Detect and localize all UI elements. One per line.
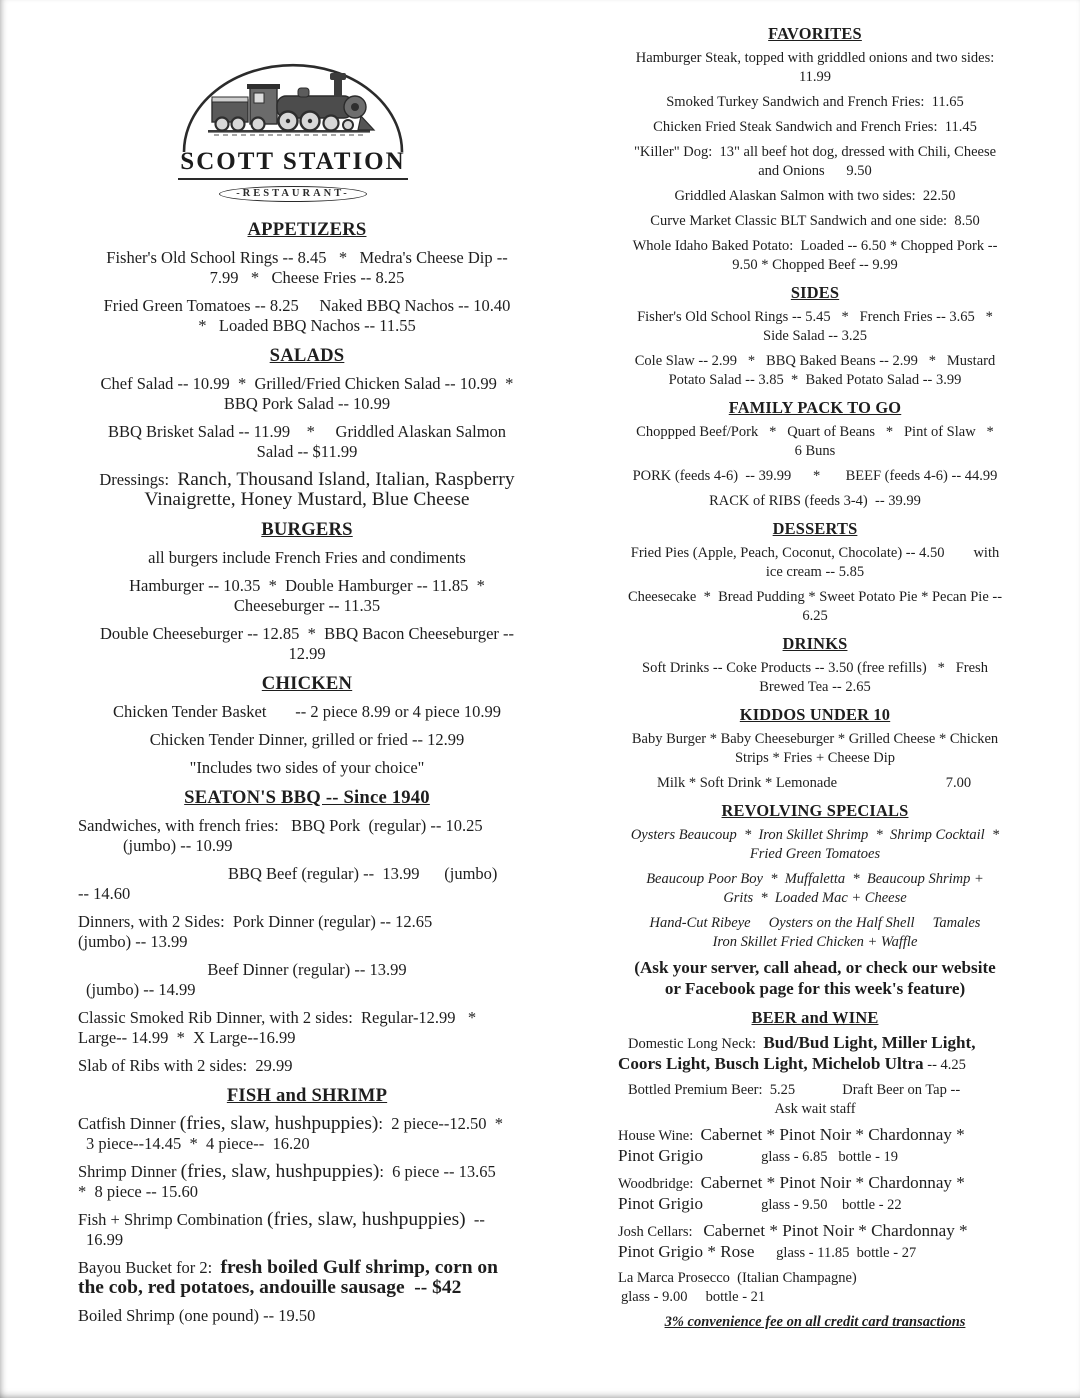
- menu-text: Smoked Turkey Sandwich and French Fries: 11.65: [666, 94, 964, 110]
- menu-text: Vinaigrette, Honey Mustard, Blue Cheese: [144, 489, 470, 510]
- menu-line: [613, 1242, 1017, 1263]
- menu-text: "Killer" Dog: 13" all beef hot dog, dressed with Chili, Cheese: [633, 144, 997, 160]
- menu-item: [68, 1210, 546, 1250]
- menu-line: [613, 774, 1017, 793]
- menu-line: [613, 826, 1017, 845]
- section-heading-chicken: CHICKEN: [261, 673, 353, 694]
- menu-line: [68, 980, 546, 1000]
- menu-item: [613, 1125, 1017, 1167]
- menu-text: Cabernet * Pinot Noir * Chardonnay *: [703, 1221, 968, 1240]
- menu-line: [68, 912, 546, 932]
- menu-section-beer-and-wine: [613, 1008, 1017, 1307]
- menu-section-kiddos-under-10: [613, 705, 1017, 793]
- menu-item: [68, 1162, 546, 1202]
- menu-item: [613, 870, 1017, 908]
- menu-text: Chicken Tender Basket -- 2 piece 8.99 or 4 piece 10.99: [112, 702, 501, 721]
- menu-item: [613, 1313, 1017, 1332]
- menu-text: : 2 piece--12.50 *: [378, 1114, 504, 1133]
- menu-item: [613, 187, 1017, 206]
- menu-item: [613, 212, 1017, 231]
- menu-text: (Ask your server, call ahead, or check our website: [634, 958, 996, 977]
- menu-text: (jumbo) -- 13.99: [78, 932, 188, 951]
- menu-line: [613, 467, 1017, 486]
- menu-line: [613, 162, 1017, 181]
- menu-line: [613, 607, 1017, 626]
- menu-item: [613, 588, 1017, 626]
- menu-text: Fisher's Old School Rings -- 5.45 * French Fries -- 3.65 *: [637, 309, 993, 325]
- menu-text: Potato Salad -- 3.85 * Baked Potato Salad -- 3.99: [668, 372, 962, 388]
- menu-text: Soft Drinks -- Coke Products -- 3.50 (free refills) * Fresh: [642, 660, 988, 676]
- menu-item: [68, 624, 546, 664]
- menu-item: [68, 702, 546, 722]
- menu-text: -- 4.25: [923, 1057, 966, 1073]
- menu-item: [68, 912, 546, 952]
- menu-item: [68, 816, 546, 856]
- menu-line: [613, 678, 1017, 697]
- menu-text: * Loaded BBQ Nachos -- 11.55: [198, 316, 416, 335]
- menu-line: [613, 1173, 1017, 1194]
- section-heading-kiddos-under-10: KIDDOS UNDER 10: [739, 705, 891, 724]
- menu-item: [613, 423, 1017, 461]
- menu-line: [68, 316, 546, 336]
- menu-text: 6 Buns: [794, 443, 836, 459]
- menu-section-footer-note: [613, 1313, 1017, 1332]
- menu-item: [68, 1008, 546, 1048]
- menu-line: [613, 352, 1017, 371]
- menu-section-favorites: [613, 24, 1017, 275]
- menu-line: [68, 248, 546, 268]
- menu-section-revolving-specials: [613, 801, 1017, 1000]
- menu-line: [613, 423, 1017, 442]
- menu-text: Choppped Beef/Pork * Quart of Beans * Pint of Slaw *: [636, 424, 994, 440]
- menu-line: [68, 1258, 546, 1278]
- menu-text: Cheesecake * Bread Pudding * Sweet Potato Pie * Pecan Pie --: [627, 589, 1003, 605]
- menu-line: [68, 1278, 546, 1298]
- menu-line: [68, 730, 546, 750]
- menu-line: [613, 1125, 1017, 1146]
- menu-text: Grits * Loaded Mac + Cheese: [723, 890, 907, 906]
- menu-text: Catfish Dinner: [78, 1114, 180, 1133]
- menu-line: [68, 374, 546, 394]
- menu-item: [68, 1114, 546, 1154]
- menu-text: Boiled Shrimp (one pound) -- 19.50: [78, 1306, 316, 1325]
- menu-line: [613, 749, 1017, 768]
- menu-text: fresh boiled Gulf shrimp, corn on: [220, 1257, 498, 1278]
- menu-text: PORK (feeds 4-6) -- 39.99 * BEEF (feeds 4-6) -- 44.99: [632, 468, 998, 484]
- menu-text: (jumbo) -- 14.99: [86, 980, 196, 999]
- menu-item: [613, 118, 1017, 137]
- menu-text: glass - 9.50 bottle - 22: [703, 1197, 902, 1213]
- menu-line: [68, 470, 546, 490]
- menu-text: (fries, slaw, hushpuppies): [180, 1161, 380, 1182]
- menu-line: [613, 1081, 1017, 1100]
- menu-text: 12.99: [288, 644, 326, 663]
- menu-item: [68, 730, 546, 750]
- menu-text: Strips * Fries + Cheese Dip: [734, 750, 896, 766]
- menu-line: [68, 1210, 546, 1230]
- menu-section-salads: [68, 346, 546, 510]
- menu-text: Cheeseburger -- 11.35: [233, 596, 381, 615]
- menu-line: [613, 958, 1017, 979]
- menu-section-seaton-s-bbq-since-1940: [68, 788, 546, 1076]
- menu-line: [613, 118, 1017, 137]
- menu-line: [68, 1306, 546, 1326]
- menu-line: [613, 1269, 1017, 1288]
- menu-item: [68, 296, 546, 336]
- menu-text: 11.99: [798, 69, 832, 85]
- menu-line: [613, 933, 1017, 952]
- restaurant-logo: [178, 58, 408, 202]
- menu-item: [68, 864, 546, 904]
- menu-item: [613, 352, 1017, 390]
- menu-text: or Facebook page for this week's feature): [664, 979, 966, 998]
- menu-text: 3% convenience fee on all credit card transactions: [664, 1314, 966, 1330]
- menu-text: Bud/Bud Light, Miller Light,: [763, 1033, 976, 1052]
- menu-item: [68, 422, 546, 462]
- menu-text: Fried Green Tomatoes: [749, 846, 881, 862]
- menu-text: Fish + Shrimp Combination: [78, 1210, 267, 1229]
- menu-text: Baby Burger * Baby Cheeseburger * Grilled Cheese * Chicken: [631, 731, 999, 747]
- menu-text: 6.25: [802, 608, 828, 624]
- menu-line: [68, 1162, 546, 1182]
- menu-text: 3 piece--14.45 * 4 piece-- 16.20: [86, 1134, 310, 1153]
- menu-item: [613, 774, 1017, 793]
- menu-item: [613, 544, 1017, 582]
- menu-text: Ask wait staff: [774, 1101, 856, 1117]
- menu-text: Curve Market Classic BLT Sandwich and one side: 8.50: [650, 213, 980, 229]
- menu-item: [613, 1269, 1017, 1307]
- menu-line: [68, 1230, 546, 1250]
- menu-column-right: [613, 16, 1017, 1338]
- menu-item: [613, 826, 1017, 864]
- menu-line: [613, 1146, 1017, 1167]
- menu-line: [613, 492, 1017, 511]
- menu-text: ice cream -- 5.85: [765, 564, 865, 580]
- menu-section-burgers: [68, 520, 546, 664]
- menu-text: Bayou Bucket for 2:: [78, 1258, 221, 1277]
- menu-item: [613, 49, 1017, 87]
- menu-line: [68, 816, 546, 836]
- menu-text: Cabernet * Pinot Noir * Chardonnay *: [700, 1125, 965, 1144]
- menu-text: glass - 6.85 bottle - 19: [703, 1149, 899, 1165]
- section-heading-desserts: DESSERTS: [772, 519, 858, 538]
- menu-text: Chicken Tender Dinner, grilled or fried -- 12.99: [149, 730, 465, 749]
- menu-line: [68, 644, 546, 664]
- menu-text: Hand-Cut Ribeye Oysters on the Half Shell Tamales: [649, 915, 981, 931]
- menu-text: * 8 piece -- 15.60: [78, 1182, 199, 1201]
- menu-line: [613, 914, 1017, 933]
- section-heading-revolving-specials: REVOLVING SPECIALS: [721, 801, 909, 820]
- menu-text: (fries, slaw, hushpuppies): [267, 1209, 466, 1230]
- menu-text: Classic Smoked Rib Dinner, with 2 sides: Regular-12.99 *: [78, 1008, 477, 1027]
- menu-line: [613, 588, 1017, 607]
- menu-item: [613, 914, 1017, 952]
- menu-line: [68, 960, 546, 980]
- menu-text: the cob, red potatoes, andouille sausage -- $42: [78, 1277, 462, 1298]
- menu-item: [68, 1306, 546, 1326]
- menu-line: [68, 836, 546, 856]
- menu-line: [613, 187, 1017, 206]
- menu-item: [613, 1221, 1017, 1263]
- section-heading-seaton-s-bbq-since-1940: SEATON'S BBQ -- Since 1940: [184, 787, 430, 808]
- menu-text: House Wine:: [618, 1128, 701, 1144]
- menu-item: [613, 492, 1017, 511]
- menu-line: [613, 1221, 1017, 1242]
- menu-section-chicken: [68, 674, 546, 778]
- menu-text: Iron Skillet Fried Chicken + Waffle: [712, 934, 918, 950]
- menu-text: Double Cheeseburger -- 12.85 * BBQ Bacon Cheeseburger --: [99, 624, 515, 643]
- menu-text: Fisher's Old School Rings -- 8.45 * Medra's Cheese Dip --: [106, 248, 508, 267]
- menu-item: [613, 237, 1017, 275]
- menu-line: [68, 758, 546, 778]
- menu-item: [68, 1258, 546, 1298]
- menu-text: BBQ Pork Salad -- 10.99: [223, 394, 391, 413]
- menu-text: all burgers include French Fries and condiments: [148, 548, 466, 567]
- menu-section-desserts: [613, 519, 1017, 626]
- menu-line: [613, 143, 1017, 162]
- menu-line: [613, 544, 1017, 563]
- menu-text: Chef Salad -- 10.99 * Grilled/Fried Chicken Salad -- 10.99 *: [100, 374, 514, 393]
- section-heading-appetizers: APPETIZERS: [247, 219, 367, 240]
- logo-subtitle: -RESTAURANT-: [219, 186, 367, 202]
- menu-text: Cabernet * Pinot Noir * Chardonnay *: [700, 1173, 965, 1192]
- menu-text: Large-- 14.99 * X Large--16.99: [78, 1028, 296, 1047]
- menu-text: Bottled Premium Beer: 5.25 Draft Beer on Tap --: [628, 1082, 961, 1098]
- menu-item: [68, 960, 546, 1000]
- menu-text: Coors Light, Busch Light, Michelob Ultra: [618, 1054, 924, 1073]
- menu-item: [68, 248, 546, 288]
- menu-item: [68, 576, 546, 616]
- menu-text: Beaucoup Poor Boy * Muffaletta * Beaucoup Shrimp +: [646, 871, 984, 887]
- menu-text: 16.99: [86, 1230, 124, 1249]
- menu-line: [613, 237, 1017, 256]
- menu-line: [68, 624, 546, 644]
- menu-text: RACK of RIBS (feeds 3-4) -- 39.99: [709, 493, 921, 509]
- menu-line: [613, 212, 1017, 231]
- menu-item: [68, 470, 546, 510]
- menu-item: [613, 467, 1017, 486]
- menu-line: [68, 1134, 546, 1154]
- menu-line: [68, 490, 546, 510]
- menu-line: [68, 548, 546, 568]
- menu-line: [68, 268, 546, 288]
- menu-text: Domestic Long Neck:: [628, 1036, 764, 1052]
- menu-text: (fries, slaw, hushpuppies): [179, 1113, 379, 1134]
- menu-line: [68, 702, 546, 722]
- menu-line: [68, 1056, 546, 1076]
- menu-line: [613, 1288, 1017, 1307]
- menu-text: Pinot Grigio: [618, 1146, 704, 1165]
- menu-line: [613, 327, 1017, 346]
- menu-section-family-pack-to-go: [613, 398, 1017, 511]
- menu-text: : 6 piece -- 13.65: [379, 1162, 496, 1181]
- menu-text: Slab of Ribs with 2 sides: 29.99: [78, 1056, 293, 1075]
- menu-line: [68, 932, 546, 952]
- menu-item: [613, 1081, 1017, 1119]
- menu-line: [613, 563, 1017, 582]
- menu-line: [613, 256, 1017, 275]
- menu-line: [613, 93, 1017, 112]
- menu-text: Hamburger Steak, topped with griddled onions and two sides:: [635, 50, 995, 66]
- menu-item: [613, 659, 1017, 697]
- menu-text: glass - 9.00 bottle - 21: [621, 1289, 766, 1305]
- menu-text: Dinners, with 2 Sides: Pork Dinner (regular) -- 12.65: [78, 912, 433, 931]
- menu-text: Milk * Soft Drink * Lemonade 7.00: [657, 775, 972, 791]
- menu-line: [613, 1313, 1017, 1332]
- menu-item: [613, 730, 1017, 768]
- menu-section-drinks: [613, 634, 1017, 697]
- menu-item: [613, 1033, 1017, 1075]
- menu-text: glass - 11.85 bottle - 27: [754, 1245, 917, 1261]
- menu-text: Side Salad -- 3.25: [763, 328, 867, 344]
- menu-line: [613, 1100, 1017, 1119]
- section-heading-burgers: BURGERS: [261, 519, 353, 540]
- menu-text: and Onions 9.50: [758, 163, 872, 179]
- menu-item: [613, 308, 1017, 346]
- menu-line: [68, 1008, 546, 1028]
- menu-text: Griddled Alaskan Salmon with two sides: 22.50: [674, 188, 956, 204]
- section-heading-beer-and-wine: BEER and WINE: [751, 1008, 879, 1027]
- menu-line: [613, 442, 1017, 461]
- menu-line: [613, 371, 1017, 390]
- menu-line: [68, 394, 546, 414]
- logo-subtitle-oval: [178, 183, 408, 202]
- menu-text: --: [465, 1210, 485, 1229]
- menu-line: [613, 308, 1017, 327]
- train-logo-icon: [178, 58, 408, 154]
- menu-line: [68, 576, 546, 596]
- section-heading-sides: SIDES: [790, 283, 840, 302]
- menu-line: [68, 422, 546, 442]
- menu-text: Sandwiches, with french fries: BBQ Pork (regular) -- 10.25: [78, 816, 483, 835]
- menu-text: (jumbo) -- 10.99: [123, 836, 233, 855]
- menu-text: "Includes two sides of your choice": [189, 758, 425, 777]
- menu-line: [68, 1028, 546, 1048]
- menu-line: [613, 979, 1017, 1000]
- menu-text: Shrimp Dinner: [78, 1162, 181, 1181]
- menu-text: Fried Green Tomatoes -- 8.25 Naked BBQ Nachos -- 10.40: [103, 296, 511, 315]
- menu-text: 9.50 * Chopped Beef -- 9.99: [732, 257, 898, 273]
- menu-item: [68, 548, 546, 568]
- section-heading-fish-and-shrimp: FISH and SHRIMP: [226, 1085, 388, 1106]
- menu-text: BBQ Beef (regular) -- 13.99 (jumbo): [228, 864, 498, 883]
- menu-line: [613, 1194, 1017, 1215]
- menu-line: [613, 659, 1017, 678]
- menu-text: Fried Pies (Apple, Peach, Coconut, Chocolate) -- 4.50 with: [630, 545, 1000, 561]
- menu-line: [68, 442, 546, 462]
- menu-text: Ranch, Thousand Island, Italian, Raspberry: [177, 469, 515, 490]
- menu-line: [613, 1054, 1017, 1075]
- menu-text: -- 14.60: [78, 884, 131, 903]
- menu-section-sides: [613, 283, 1017, 390]
- menu-section-fish-and-shrimp: [68, 1086, 546, 1326]
- menu-line: [613, 1033, 1017, 1054]
- section-heading-family-pack-to-go: FAMILY PACK TO GO: [728, 398, 902, 417]
- menu-text: Cole Slaw -- 2.99 * BBQ Baked Beans -- 2.99 * Mustard: [634, 353, 996, 369]
- menu-text: Brewed Tea -- 2.65: [759, 679, 871, 695]
- menu-text: Woodbridge:: [618, 1176, 701, 1192]
- menu-line: [68, 596, 546, 616]
- menu-text: Oysters Beaucoup * Iron Skillet Shrimp * Shrimp Cocktail *: [630, 827, 1000, 843]
- menu-line: [68, 1114, 546, 1134]
- menu-item: [613, 143, 1017, 181]
- menu-line: [68, 1182, 546, 1202]
- menu-line: [613, 889, 1017, 908]
- menu-item: [613, 958, 1017, 1000]
- menu-text: Josh Cellars:: [618, 1224, 704, 1240]
- menu-item: [68, 1056, 546, 1076]
- menu-column-left: [68, 210, 546, 1334]
- menu-text: Beef Dinner (regular) -- 13.99: [207, 960, 407, 979]
- menu-item: [68, 758, 546, 778]
- section-heading-salads: SALADS: [269, 345, 345, 366]
- menu-text: Chicken Fried Steak Sandwich and French Fries: 11.45: [653, 119, 977, 135]
- menu-text: Pinot Grigio: [618, 1194, 704, 1213]
- menu-line: [613, 870, 1017, 889]
- section-heading-favorites: FAVORITES: [768, 24, 862, 43]
- menu-line: [613, 68, 1017, 87]
- menu-line: [613, 49, 1017, 68]
- section-heading-drinks: DRINKS: [782, 634, 848, 653]
- menu-line: [613, 730, 1017, 749]
- menu-item: [613, 1173, 1017, 1215]
- menu-section-appetizers: [68, 220, 546, 336]
- menu-text: Whole Idaho Baked Potato: Loaded -- 6.50 * Chopped Pork --: [632, 238, 998, 254]
- menu-line: [68, 884, 546, 904]
- menu-text: Hamburger -- 10.35 * Double Hamburger -- 11.85 *: [129, 576, 485, 595]
- menu-text: Pinot Grigio * Rose: [618, 1242, 755, 1261]
- menu-item: [68, 374, 546, 414]
- menu-line: [613, 845, 1017, 864]
- menu-line: [68, 296, 546, 316]
- menu-text: BBQ Brisket Salad -- 11.99 * Griddled Alaskan Salmon: [107, 422, 507, 441]
- menu-text: La Marca Prosecco (Italian Champagne): [618, 1270, 857, 1286]
- menu-text: Salad -- $11.99: [256, 442, 358, 461]
- menu-item: [613, 93, 1017, 112]
- menu-text: Dressings:: [99, 470, 178, 489]
- logo-title: SCOTT STATION: [178, 148, 408, 180]
- menu-text: 7.99 * Cheese Fries -- 8.25: [209, 268, 405, 287]
- menu-line: [68, 864, 546, 884]
